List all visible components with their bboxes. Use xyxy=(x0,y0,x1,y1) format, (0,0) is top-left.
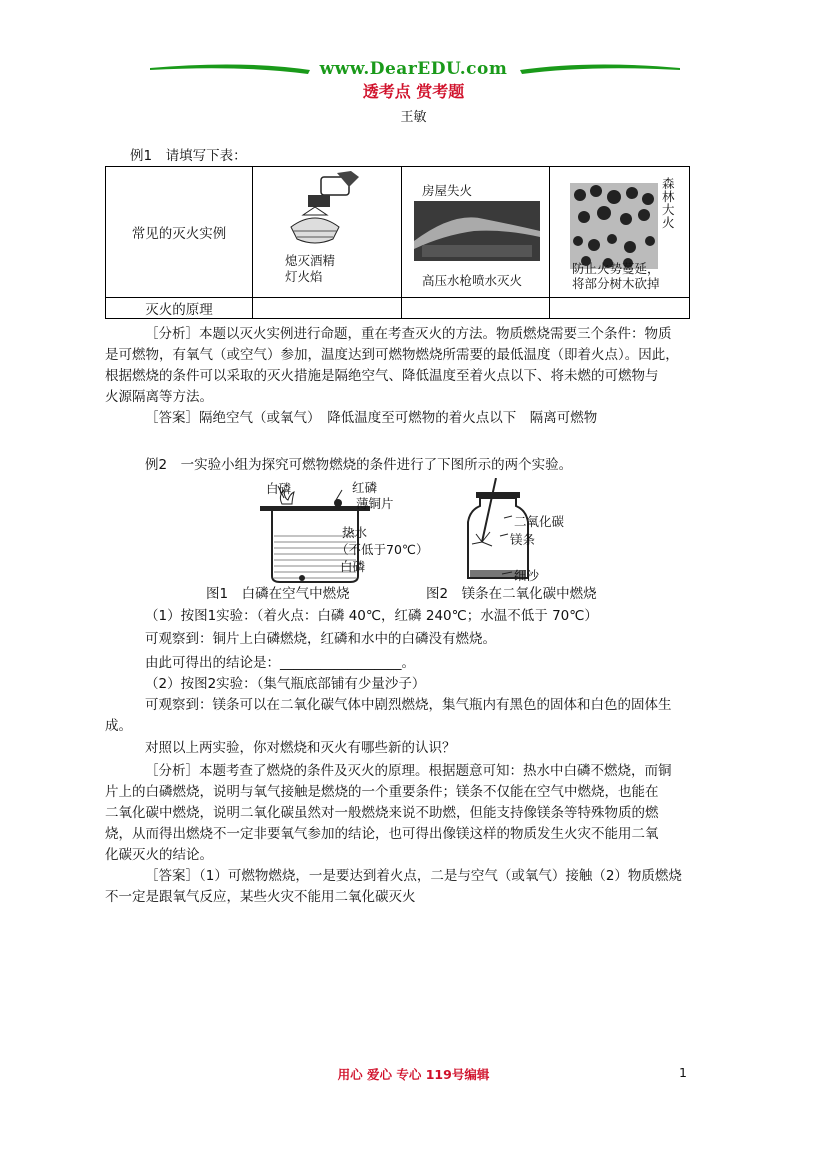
fig1-label-temp: （不低于70℃） xyxy=(336,542,429,557)
fig1-label-white-p-water: 白磷 xyxy=(340,559,366,574)
analysis-line: 根据燃烧的条件可以采取的灭火措施是隔绝空气、降低温度至着火点以下、将未燃的可燃物与 xyxy=(105,368,659,384)
example1-prompt: 例1 请填写下表： xyxy=(130,148,247,164)
image-alcohol-lamp xyxy=(253,167,402,298)
ex2-line-7: 对照以上两实验，你对燃烧和灭火有哪些新的认识？ xyxy=(145,740,456,756)
ex2-line-3: 由此可得出的结论是：__________________。 xyxy=(145,655,415,671)
alcohol-lamp-icon xyxy=(253,167,399,293)
answer-cell-1 xyxy=(253,298,402,319)
analysis-line: ［分析］本题以灭火实例进行命题，重在考查灭火的方法。物质燃烧需要三个条件：物质 xyxy=(145,326,672,342)
ex2-line-4: （2）按图2实验：（集气瓶底部铺有少量沙子） xyxy=(145,676,426,692)
footer-text: 用心 爱心 专心 119号编辑 xyxy=(337,1067,490,1082)
fig2-label-mg: 镁条 xyxy=(510,532,536,547)
page-title: 透考点 赏考题 xyxy=(362,82,465,101)
analysis-line: 火源隔离等方法。 xyxy=(105,389,213,405)
house-fire-icon xyxy=(414,201,540,261)
ex2-line-5: 可观察到：镁条可以在二氧化碳气体中剧烈燃烧，集气瓶内有黑色的固体和白色的固体生 xyxy=(145,697,672,713)
fig2-label-co2: 二氧化碳 xyxy=(514,514,565,529)
fig2-caption: 图2 镁条在二氧化碳中燃烧 xyxy=(426,586,597,602)
example2-analysis xyxy=(105,761,695,908)
answer-cell-2 xyxy=(402,298,550,319)
analysis-line: 片上的白磷燃烧，说明与氧气接触是燃烧的一个重要条件；镁条不仅能在空气中燃烧，也能在 xyxy=(105,784,659,800)
forest-caption-1: 防止火势蔓延， xyxy=(571,261,660,276)
ex2-line-2: 可观察到：铜片上白磷燃烧，红磷和水中的白磷没有燃烧。 xyxy=(145,631,496,647)
image-forest-fire xyxy=(549,167,689,298)
row1-label: 常见的灭火实例 xyxy=(106,167,253,298)
page-number: 1 xyxy=(679,1065,687,1080)
analysis-line: 烧，从而得出燃烧不一定非要氧气参加的结论，也可得出像镁这样的物质发生火灾不能用二氧 xyxy=(105,826,659,842)
example1-analysis xyxy=(105,324,695,429)
analysis-line: ［分析］本题考查了燃烧的条件及灭火的原理。根据题意可知：热水中白磷不燃烧，而铜 xyxy=(145,763,672,779)
answer-line: ［答案］（1）可燃物燃烧，一是要达到着火点，二是与空气（或氧气）接触（2）物质燃烧 xyxy=(145,868,682,884)
answer-line: 不一定是跟氧气反应，某些火灾不能用二氧化碳灭火 xyxy=(105,889,416,905)
caption-alcohol-2: 灯火焰 xyxy=(285,269,323,284)
caption-alcohol-1: 熄灭酒精 xyxy=(285,253,336,268)
author: 王敏 xyxy=(400,110,427,125)
row2-label: 灭火的原理 xyxy=(106,298,253,319)
site-url[interactable]: www.DearEDU.com xyxy=(319,59,508,79)
forest-caption-2: 将部分树木砍掉 xyxy=(571,276,660,291)
answer-cell-3 xyxy=(549,298,689,319)
experiment-figures xyxy=(250,478,600,586)
analysis-line: 化碳灭火的结论。 xyxy=(105,847,213,863)
fig1-label-white-p: 白磷 xyxy=(266,481,292,496)
extinguish-table xyxy=(105,166,690,319)
example2-prompt: 例2 一实验小组为探究可燃物燃烧的条件进行了下图所示的两个实验。 xyxy=(145,457,573,473)
forest-fire-label: 森林大火 xyxy=(661,176,675,230)
fig1-label-copper: 薄铜片 xyxy=(356,496,394,511)
analysis-line: 是可燃物，有氧气（或空气）参加，温度达到可燃物燃烧所需要的最低温度（即着火点）。因此， xyxy=(105,347,679,363)
fig2-label-sand: 细沙 xyxy=(514,568,540,583)
house-fire-label: 房屋失火 xyxy=(422,183,473,198)
fig1-label-red-p: 红磷 xyxy=(352,480,378,495)
forest-fire-icon xyxy=(570,183,658,269)
fig1-label-hot-water: 热水 xyxy=(342,525,368,540)
fig1-caption: 图1 白磷在空气中燃烧 xyxy=(206,586,350,602)
analysis-line: 二氧化碳中燃烧，说明二氧化碳虽然对一般燃烧来说不助燃，但能支持像镁条等特殊物质的燃 xyxy=(105,805,659,821)
ex2-line-6: 成。 xyxy=(105,718,132,734)
ex2-line-1: （1）按图1实验：（着火点：白磷 40℃，红磷 240℃；水温不低于 70℃） xyxy=(145,608,598,624)
image-house-fire xyxy=(402,167,550,298)
example1-answer: ［答案］隔绝空气（或氧气） 降低温度至可燃物的着火点以下 隔离可燃物 xyxy=(145,410,598,426)
house-fire-caption: 高压水枪喷水灭火 xyxy=(422,273,523,288)
